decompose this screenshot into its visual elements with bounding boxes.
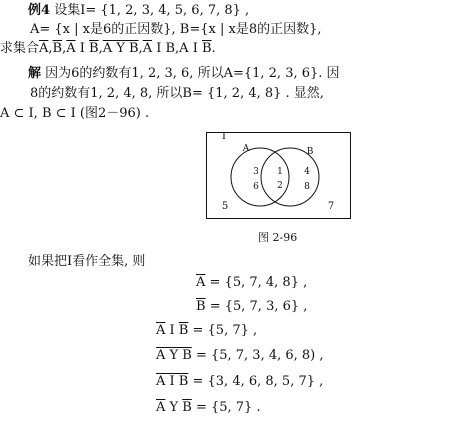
equation-5-rhs: = {3, 4, 6, 8, 5, 7} , — [192, 374, 324, 389]
problem-separator: , — [48, 41, 53, 56]
equation-5 — [156, 374, 323, 390]
a-only-bottom-value: 6 — [253, 182, 259, 192]
problem-line-3-suffix: . — [211, 41, 216, 56]
equation-4 — [156, 348, 324, 364]
problem-set-a-i-b-3: A I $\overline{B}$ — [179, 41, 212, 56]
a-only-top-value: 3 — [253, 167, 259, 177]
problem-set-a-y-b: A Y B — [102, 41, 139, 56]
problem-label: 例4 — [28, 3, 51, 18]
intersection-bottom-value: 2 — [277, 181, 283, 191]
set-a-circle — [231, 148, 289, 206]
equation-2 — [196, 299, 307, 315]
equation-6-rhs: = {5, 7} . — [195, 400, 261, 415]
problem-line-3-prefix: 求集合 — [0, 41, 40, 56]
figure-caption: 图 2-96 — [258, 231, 298, 244]
set-b-label: B — [306, 147, 314, 157]
solution-line-2: 8的约数有1, 2, 4, 8, 所以B= {1, 2, 4, 8} . 显然, — [30, 86, 324, 101]
intersection-top-value: 1 — [277, 167, 283, 177]
equation-2-lhs: $\overline{B}$ — [196, 299, 206, 314]
equation-1-rhs: = {5, 7, 4, 8} , — [209, 275, 308, 290]
problem-separator: , — [175, 41, 180, 56]
equation-3-rhs: = {5, 7} , — [192, 323, 258, 338]
solution-line-3: A ⊂ I, B ⊂ I (图2－96) . — [0, 106, 150, 121]
solution-line-1 — [28, 66, 340, 82]
problem-set-b: $\overline{B}$ — [52, 41, 63, 56]
equation-4-rhs: = {5, 7, 3, 4, 6, 8) , — [195, 348, 324, 363]
outside-left-value: 5 — [221, 201, 229, 212]
b-only-top-value: 4 — [304, 167, 310, 177]
problem-separator: , — [62, 41, 67, 56]
continuation-line: 如果把I看作全集, 则 — [28, 254, 146, 269]
equation-6-lhs: $\overline{A}$ Y $\overline{B}$ — [156, 400, 192, 415]
b-only-bottom-value: 8 — [304, 182, 310, 192]
problem-set-a-i-b-1: $\overline{A}$ I $\overline{B}$ — [66, 41, 99, 56]
set-a-label: A — [242, 144, 250, 154]
solution-label: 解 — [28, 66, 42, 81]
outside-right-value: 7 — [327, 201, 335, 212]
problem-line-1-text: 设集I= {1, 2, 3, 4, 5, 6, 7, 8} , — [54, 3, 250, 18]
equation-2-rhs: = {5, 7, 3, 6} , — [209, 299, 308, 314]
equation-4-lhs: A Y B — [156, 348, 192, 363]
problem-separator: , — [138, 41, 143, 56]
problem-set-a: $\overline{A}$ — [39, 41, 49, 56]
problem-separator: , — [98, 41, 103, 56]
equation-6 — [156, 400, 261, 416]
equation-5-lhs: A I B — [156, 374, 189, 389]
venn-diagram — [206, 132, 352, 220]
equation-1-lhs: $\overline{A}$ — [196, 275, 206, 290]
problem-line-1 — [28, 3, 249, 19]
problem-line-2: A= {x | x是6的正因数}, B={x | x是8的正因数}, — [30, 22, 322, 37]
problem-set-a-i-b-2: $\overline{A}$ I B — [142, 41, 176, 56]
equation-3-lhs: $\overline{A}$ I $\overline{B}$ — [156, 323, 189, 338]
equation-1 — [196, 275, 307, 291]
universe-label: I — [222, 132, 226, 142]
problem-line-3 — [0, 41, 216, 57]
equation-3 — [156, 323, 257, 339]
solution-line-1-text: 因为6的约数有1, 2, 3, 6, 所以A={1, 2, 3, 6}. 因 — [45, 66, 340, 81]
